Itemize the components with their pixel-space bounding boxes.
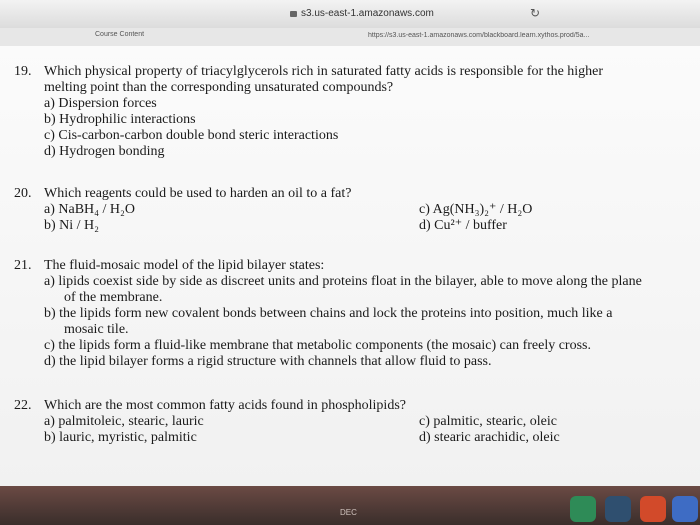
option-d: d) Hydrogen bonding [44, 144, 165, 159]
option-b: b) lauric, myristic, palmitic [44, 430, 197, 445]
tab-document-url[interactable]: https://s3.us-east-1.amazonaws.com/blackboard.learn.xythos.prod/5a... [368, 32, 590, 39]
question-number: 20. [14, 186, 32, 201]
option-d: d) stearic arachidic, oleic [419, 430, 560, 445]
option-b: b) Ni / H₂ [44, 218, 100, 233]
question-21 [14, 258, 642, 370]
app-icon[interactable] [605, 496, 631, 522]
app-icon[interactable] [570, 496, 596, 522]
question-text: The fluid-mosaic model of the lipid bilayer states: [44, 258, 325, 273]
dock [0, 486, 700, 525]
question-text: Which reagents could be used to harden an oil to a fat? [44, 186, 352, 201]
option-b: b) the lipids form new covalent bonds between chains and lock the proteins into position, much like a [44, 306, 613, 321]
question-number: 22. [14, 398, 32, 413]
tab-course-content[interactable]: Course Content [95, 31, 145, 38]
question-text-cont: melting point than the corresponding unsaturated compounds? [44, 80, 394, 95]
option-c: c) the lipids form a fluid-like membrane that metabolic components (the mosaic) can freely cross. [44, 338, 591, 353]
app-icon[interactable] [672, 496, 698, 522]
question-number: 21. [14, 258, 32, 273]
option-c: c) Ag(NH₃)₂⁺ / H₂O [419, 202, 533, 217]
question-text: Which are the most common fatty acids found in phospholipids? [44, 398, 406, 413]
option-a: a) palmitoleic, stearic, lauric [44, 414, 204, 429]
option-a: a) lipids coexist side by side as discreet units and proteins float in the bilayer, able to move along the plane [44, 274, 642, 289]
option-a: a) NaBH₄ / H₂O [44, 202, 136, 217]
app-icon[interactable] [640, 496, 666, 522]
option-b: b) Hydrophilic interactions [44, 112, 196, 127]
reload-icon[interactable]: ↻ [530, 6, 541, 20]
address-text: s3.us-east-1.amazonaws.com [301, 8, 434, 19]
option-c: c) palmitic, stearic, oleic [419, 414, 557, 429]
option-d: d) the lipid bilayer forms a rigid structure with channels that allow fluid to pass. [44, 354, 492, 369]
dock-label: DEC [340, 508, 357, 517]
option-a-cont: of the membrane. [64, 290, 163, 305]
option-d: d) Cu²⁺ / buffer [419, 218, 507, 233]
option-b-cont: mosaic tile. [64, 322, 129, 337]
lock-icon [290, 11, 297, 17]
question-number: 19. [14, 64, 32, 79]
question-22 [14, 398, 694, 446]
document-page [0, 46, 700, 486]
question-19 [14, 64, 603, 160]
option-c: c) Cis-carbon-carbon double bond steric interactions [44, 128, 339, 143]
question-text: Which physical property of triacylglycerols rich in saturated fatty acids is responsible for the higher [44, 64, 604, 79]
browser-toolbar [0, 0, 700, 29]
address-bar[interactable] [290, 8, 434, 19]
option-a: a) Dispersion forces [44, 96, 157, 111]
question-20 [14, 186, 694, 234]
tab-bar [0, 28, 700, 47]
